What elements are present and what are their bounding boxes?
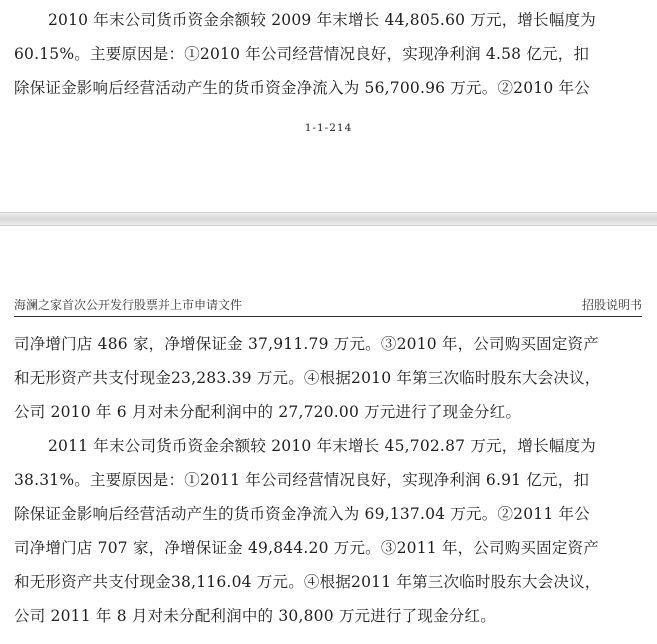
body-line: 2011 年末公司货币资金余额较 2010 年末增长 45,702.87 万元，增长幅度为 [48,437,596,455]
body-line: 除保证金影响后经营活动产生的货币资金净流入为 69,137.04 万元。②2011 年公 [14,505,590,523]
page-break [0,212,657,226]
document-page-top [0,0,657,212]
body-line: 38.31%。主要原因是：①2011 年公司经营情况良好，实现净利润 6.91 亿元，扣 [14,471,590,489]
body-line: 司净增门店 707 家，净增保证金 49,844.20 万元。③2011 年，公司购买固定资产 [14,539,599,557]
body-line: 公司 2010 年 6 月对未分配利润中的 27,720.00 万元进行了现金分红。 [14,403,522,421]
body-line: 司净增门店 486 家，净增保证金 37,911.79 万元。③2010 年，公司购买固定资产 [14,335,599,353]
body-line: 2010 年末公司货币资金余额较 2009 年末增长 44,805.60 万元，增长幅度为 [48,11,596,29]
page-number: 1-1-214 [304,122,353,134]
body-line: 除保证金影响后经营活动产生的货币资金净流入为 56,700.96 万元。②2010 年公 [14,79,590,97]
body-line: 公司 2011 年 8 月对未分配利润中的 30,800 万元进行了现金分红。 [14,607,496,625]
header-document-title: 海澜之家首次公开发行股票并上市申请文件 [14,298,243,312]
body-line: 和无形资产共支付现金38,116.04 万元。④根据2011 年第三次临时股东大会决议， [14,573,601,591]
body-line: 和无形资产共支付现金23,283.39 万元。④根据2010 年第三次临时股东大会决议， [14,369,601,387]
running-header [14,294,642,317]
header-document-type: 招股说明书 [581,298,642,312]
body-line: 60.15%。主要原因是：①2010 年公司经营情况良好，实现净利润 4.58 亿元，扣 [14,45,590,63]
